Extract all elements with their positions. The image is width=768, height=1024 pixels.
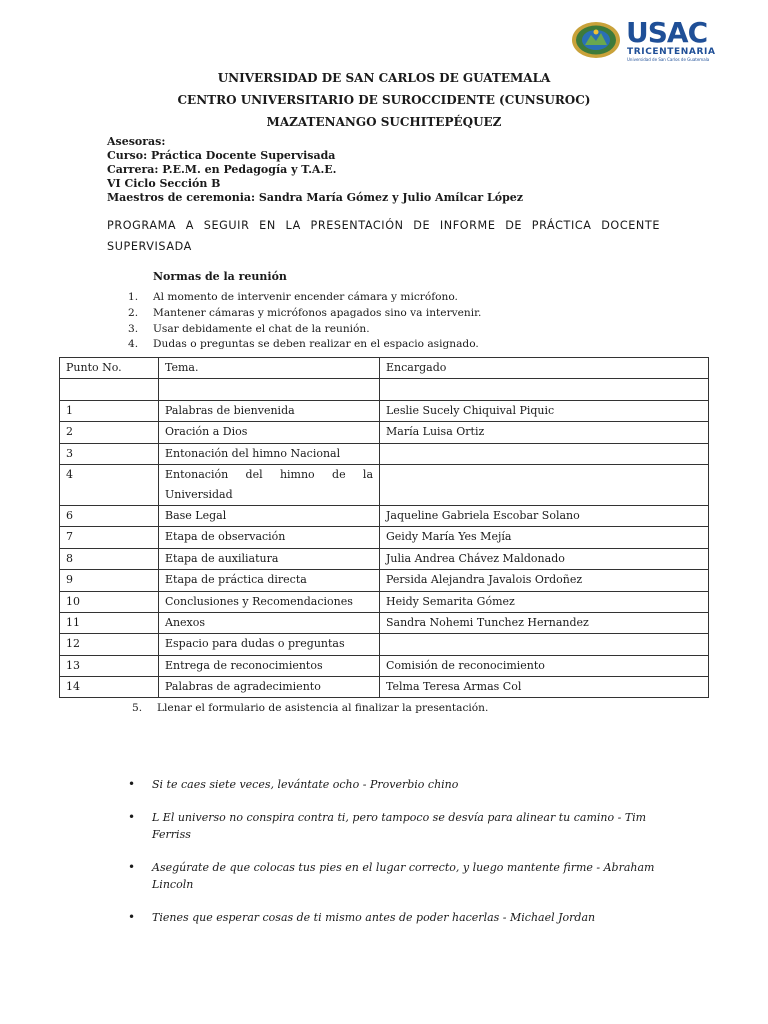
cell-in-charge: Telma Teresa Armas Col bbox=[380, 677, 709, 698]
table-row bbox=[60, 464, 709, 505]
cell-point: 12 bbox=[60, 634, 159, 655]
cell-point: 13 bbox=[60, 655, 159, 676]
table-header-row bbox=[60, 358, 709, 379]
agenda-table-body bbox=[60, 379, 709, 698]
rule-text: Llenar el formulario de asistencia al finalizar la presentación. bbox=[157, 702, 489, 714]
rule-number: 1. bbox=[128, 291, 139, 303]
cycle-line: VI Ciclo Sección B bbox=[107, 177, 221, 190]
logo-subtitle: Universidad de San Carlos de Guatemala bbox=[627, 57, 710, 62]
cell-topic: Entrega de reconocimientos bbox=[159, 655, 380, 676]
agenda-table bbox=[59, 357, 709, 698]
cell-in-charge bbox=[380, 634, 709, 655]
rule-item bbox=[128, 337, 481, 353]
rule-number: 3. bbox=[128, 322, 139, 335]
cell-topic: Base Legal bbox=[159, 505, 380, 526]
column-header-topic: Tema. bbox=[159, 358, 380, 379]
cell-point: 7 bbox=[60, 527, 159, 548]
table-row bbox=[60, 505, 709, 526]
table-row bbox=[60, 400, 709, 421]
cell-in-charge: Sandra Nohemi Tunchez Hernandez bbox=[380, 612, 709, 633]
quote-item bbox=[128, 809, 672, 843]
rule-text: Usar debidamente el chat de la reunión. bbox=[153, 322, 370, 335]
column-header-point: Punto No. bbox=[60, 358, 159, 379]
quote-text: Asegúrate de que colocas tus pies en el lugar correcto, y luego mantente firme - Abraham Lincoln bbox=[152, 861, 655, 891]
cell-point: 9 bbox=[60, 570, 159, 591]
table-row bbox=[60, 677, 709, 698]
quotes-list bbox=[128, 776, 672, 926]
program-title: PROGRAMA A SEGUIR EN LA PRESENTACIÓN DE INFORME DE PRÁCTICA DOCENTE SUPERVISADA bbox=[107, 219, 660, 253]
table-row bbox=[60, 422, 709, 443]
cell-in-charge: Comisión de reconocimiento bbox=[380, 655, 709, 676]
cell-point: 11 bbox=[60, 612, 159, 633]
table-row bbox=[60, 379, 709, 400]
table-row bbox=[60, 655, 709, 676]
cell-topic: Etapa de observación bbox=[159, 527, 380, 548]
cell-point: 6 bbox=[60, 505, 159, 526]
cell-topic: Palabras de agradecimiento bbox=[159, 677, 380, 698]
rule-text: Al momento de intervenir encender cámara y micrófono. bbox=[153, 291, 458, 303]
university-seal-icon bbox=[571, 21, 621, 59]
rule-item-5 bbox=[132, 702, 488, 714]
rule-item bbox=[128, 322, 481, 338]
rule-number: 4. bbox=[128, 338, 139, 351]
cell-topic: Etapa de práctica directa bbox=[159, 570, 380, 591]
bullet-icon: • bbox=[128, 860, 136, 874]
rules-list bbox=[128, 290, 481, 353]
bullet-icon: • bbox=[128, 810, 136, 824]
cell-topic: Anexos bbox=[159, 612, 380, 633]
rule-text: Dudas o preguntas se deben realizar en el espacio asignado. bbox=[153, 338, 479, 351]
quote-text: L El universo no conspira contra ti, pero tampoco se desvía para alinear tu camino - Tim Ferriss bbox=[152, 811, 647, 841]
cell-in-charge: Jaqueline Gabriela Escobar Solano bbox=[380, 505, 709, 526]
logo-brand-text: USAC bbox=[626, 16, 708, 49]
usac-logo bbox=[571, 16, 733, 62]
ceremony-masters-line: Maestros de ceremonia: Sandra María Gómez y Julio Amílcar López bbox=[107, 191, 524, 204]
cell-point: 8 bbox=[60, 548, 159, 569]
quote-item bbox=[128, 776, 672, 793]
cell-point: 14 bbox=[60, 677, 159, 698]
quote-text: Si te caes siete veces, levántate ocho - Proverbio chino bbox=[152, 778, 459, 791]
cell-topic: Conclusiones y Recomendaciones bbox=[159, 591, 380, 612]
cell-in-charge bbox=[380, 464, 709, 505]
bullet-icon: • bbox=[128, 910, 136, 924]
rule-item bbox=[128, 306, 481, 322]
cell-topic: Oración a Dios bbox=[159, 422, 380, 443]
cell-in-charge: María Luisa Ortiz bbox=[380, 422, 709, 443]
cell-topic: Entonación del himno Nacional bbox=[159, 443, 380, 464]
quote-item bbox=[128, 859, 672, 893]
header-location: MAZATENANGO SUCHITEPÉQUEZ bbox=[266, 115, 502, 129]
cell-in-charge: Heidy Semarita Gómez bbox=[380, 591, 709, 612]
cell-in-charge: Geidy María Yes Mejía bbox=[380, 527, 709, 548]
cell-in-charge: Leslie Sucely Chiquival Piquic bbox=[380, 400, 709, 421]
table-row bbox=[60, 548, 709, 569]
table-row bbox=[60, 443, 709, 464]
column-header-in-charge: Encargado bbox=[380, 358, 709, 379]
cell-topic bbox=[159, 379, 380, 400]
bullet-icon: • bbox=[128, 777, 136, 791]
table-row bbox=[60, 612, 709, 633]
course-line: Curso: Práctica Docente Supervisada bbox=[107, 149, 336, 162]
cell-point: 2 bbox=[60, 422, 159, 443]
cell-point: 1 bbox=[60, 400, 159, 421]
rule-item bbox=[128, 290, 481, 306]
cell-topic: Palabras de bienvenida bbox=[159, 400, 380, 421]
course-info bbox=[107, 135, 523, 205]
header-university: UNIVERSIDAD DE SAN CARLOS DE GUATEMALA bbox=[217, 71, 551, 85]
cell-topic: Etapa de auxiliatura bbox=[159, 548, 380, 569]
rule-number: 2. bbox=[128, 306, 139, 319]
rules-title: Normas de la reunión bbox=[153, 270, 287, 283]
table-row bbox=[60, 634, 709, 655]
cell-in-charge bbox=[380, 443, 709, 464]
asesoras-label: Asesoras: bbox=[107, 135, 166, 148]
table-row bbox=[60, 591, 709, 612]
header-center: CENTRO UNIVERSITARIO DE SUROCCIDENTE (CUNSUROC) bbox=[177, 93, 591, 107]
table-row bbox=[60, 527, 709, 548]
cell-topic: Entonación del himno de la Universidad bbox=[159, 464, 380, 505]
rule-number: 5. bbox=[132, 702, 143, 714]
logo-tagline: TRICENTENARIA bbox=[627, 47, 716, 57]
cell-in-charge: Persida Alejandra Javalois Ordoñez bbox=[380, 570, 709, 591]
quote-text: Tienes que esperar cosas de ti mismo antes de poder hacerlas - Michael Jordan bbox=[152, 911, 596, 924]
cell-point: 10 bbox=[60, 591, 159, 612]
cell-in-charge: Julia Andrea Chávez Maldonado bbox=[380, 548, 709, 569]
quote-item bbox=[128, 909, 672, 926]
cell-topic: Espacio para dudas o preguntas bbox=[159, 634, 380, 655]
cell-point: 3 bbox=[60, 443, 159, 464]
cell-point bbox=[60, 379, 159, 400]
cell-point: 4 bbox=[60, 464, 159, 505]
cell-in-charge bbox=[380, 379, 709, 400]
career-line: Carrera: P.E.M. en Pedagogía y T.A.E. bbox=[107, 163, 337, 176]
rule-text: Mantener cámaras y micrófonos apagados sino va intervenir. bbox=[153, 306, 482, 319]
table-row bbox=[60, 570, 709, 591]
